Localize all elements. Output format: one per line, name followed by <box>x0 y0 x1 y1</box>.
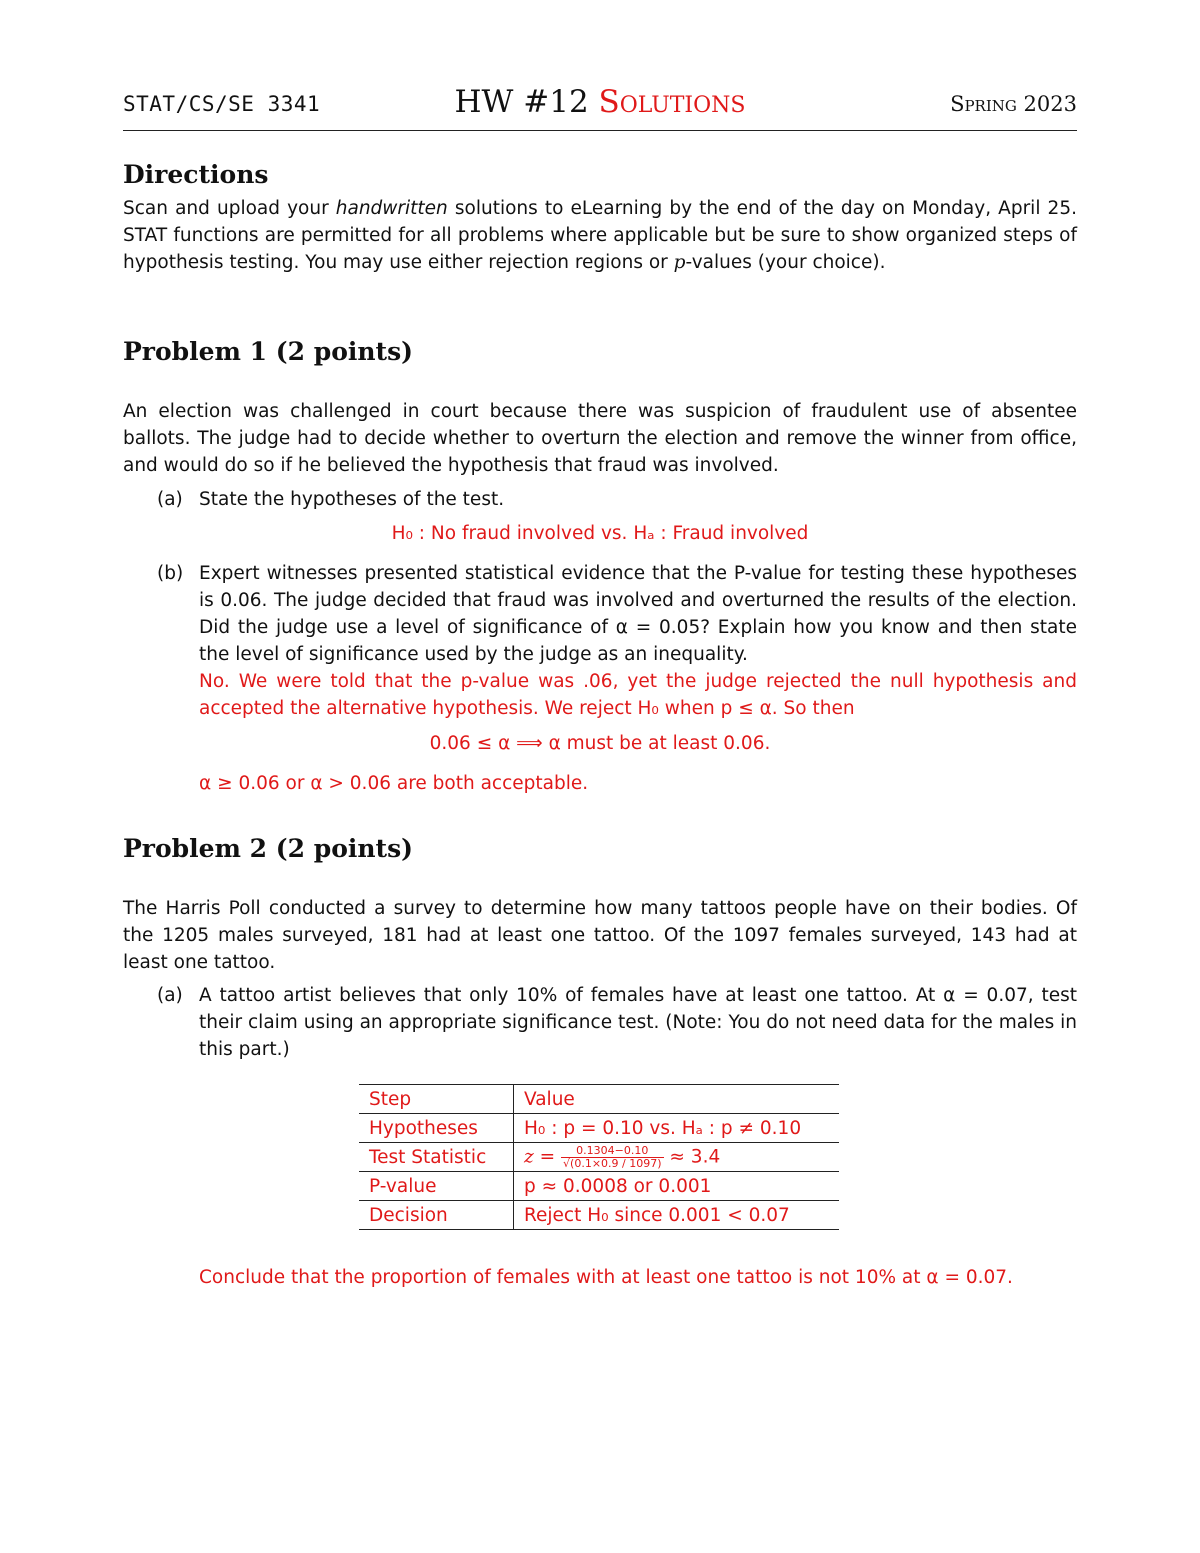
table-cell: p ≈ 0.0008 or 0.001 <box>514 1172 840 1201</box>
document-title <box>123 84 1077 120</box>
table-row <box>359 1085 839 1114</box>
table-header-cell: Step <box>359 1085 514 1114</box>
directions-heading: Directions <box>123 160 269 189</box>
title-prefix: HW #12 <box>454 84 589 120</box>
title-suffix: Solutions <box>598 84 746 120</box>
table-cell: P-value <box>359 1172 514 1201</box>
table-header-cell: Value <box>514 1085 840 1114</box>
problem1-b-answer: No. We were told that the p-value was .06, yet the judge rejected the null hypothesis and accepted the alternative hypothesis. We reject H₀ when p ≤ α. So then <box>199 671 1077 719</box>
table-row <box>359 1114 839 1143</box>
table-cell: Hypotheses <box>359 1114 514 1143</box>
problem2-intro: The Harris Poll conducted a survey to determine how many tattoos people have on their bodies. Of the 1205 males surveyed, 181 had at least one tattoo. Of the 1097 females surveyed, 143 had at least one tattoo. <box>123 898 1077 973</box>
term: Spring 2023 <box>950 92 1077 116</box>
directions-text: Scan and upload your handwritten solutions to eLearning by the end of the day on Monday, April 25. STAT functions are permitted for all problems where applicable but be sure to show organized steps of hypothesis testing. You may use either rejection regions or p-values (your choice). <box>123 198 1077 273</box>
problem1-b-conclusion: α ≥ 0.06 or α > 0.06 are both acceptable. <box>199 773 589 794</box>
problem1-intro: An election was challenged in court because there was suspicion of fraudulent use of absentee ballots. The judge had to decide whether to overturn the election and remove the winner from office, and would do so if he believed the hypothesis that fraud was involved. <box>123 401 1077 476</box>
table-cell: H₀ : p = 0.10 vs. Hₐ : p ≠ 0.10 <box>514 1114 840 1143</box>
problem1-part-b: (b) Expert witnesses presented statistical evidence that the P-value for testing these hypotheses is 0.06. The judge decided that fraud was involved and overturned the results of the election. Did the judge use a level of significance of α = 0.05? Explain how you know and then state the level of significance used by the judge as an inequality. <box>157 563 1077 665</box>
table-cell: Test Statistic <box>359 1143 514 1172</box>
table-row <box>359 1201 839 1230</box>
table-cell: Reject H₀ since 0.001 < 0.07 <box>514 1201 840 1230</box>
problem1-a-answer: H₀ : No fraud involved vs. Hₐ : Fraud involved <box>391 523 809 544</box>
course-code: STAT/CS/SE 3341 <box>123 92 321 116</box>
table-row <box>359 1172 839 1201</box>
table-cell: Decision <box>359 1201 514 1230</box>
page-header <box>123 84 1077 131</box>
hypothesis-test-table <box>359 1084 839 1230</box>
problem2-conclusion: Conclude that the proportion of females with at least one tattoo is not 10% at α = 0.07. <box>199 1267 1013 1288</box>
problem1-heading: Problem 1 (2 points) <box>123 337 413 366</box>
test-statistic-cell: z = $\frac{0.1304-0.10}{√(0.1\times 0.9 / 1097)}$ ≈ 3.4 <box>514 1143 840 1172</box>
problem1-part-a: (a) State the hypotheses of the test. <box>157 489 505 510</box>
z-fraction: $\frac{0.1304-0.10}{√(0.1\times 0.9 / 1097)}$ <box>563 1143 662 1170</box>
problem2-part-a: (a) A tattoo artist believes that only 10% of females have at least one tattoo. At α = 0.07, test their claim using an appropriate significance test. (Note: You do not need data for the males in this part.) <box>157 985 1077 1060</box>
problem2-heading: Problem 2 (2 points) <box>123 834 413 863</box>
table-row <box>359 1143 839 1172</box>
problem1-b-equation: 0.06 ≤ α ⟹ α must be at least 0.06. <box>429 733 771 754</box>
